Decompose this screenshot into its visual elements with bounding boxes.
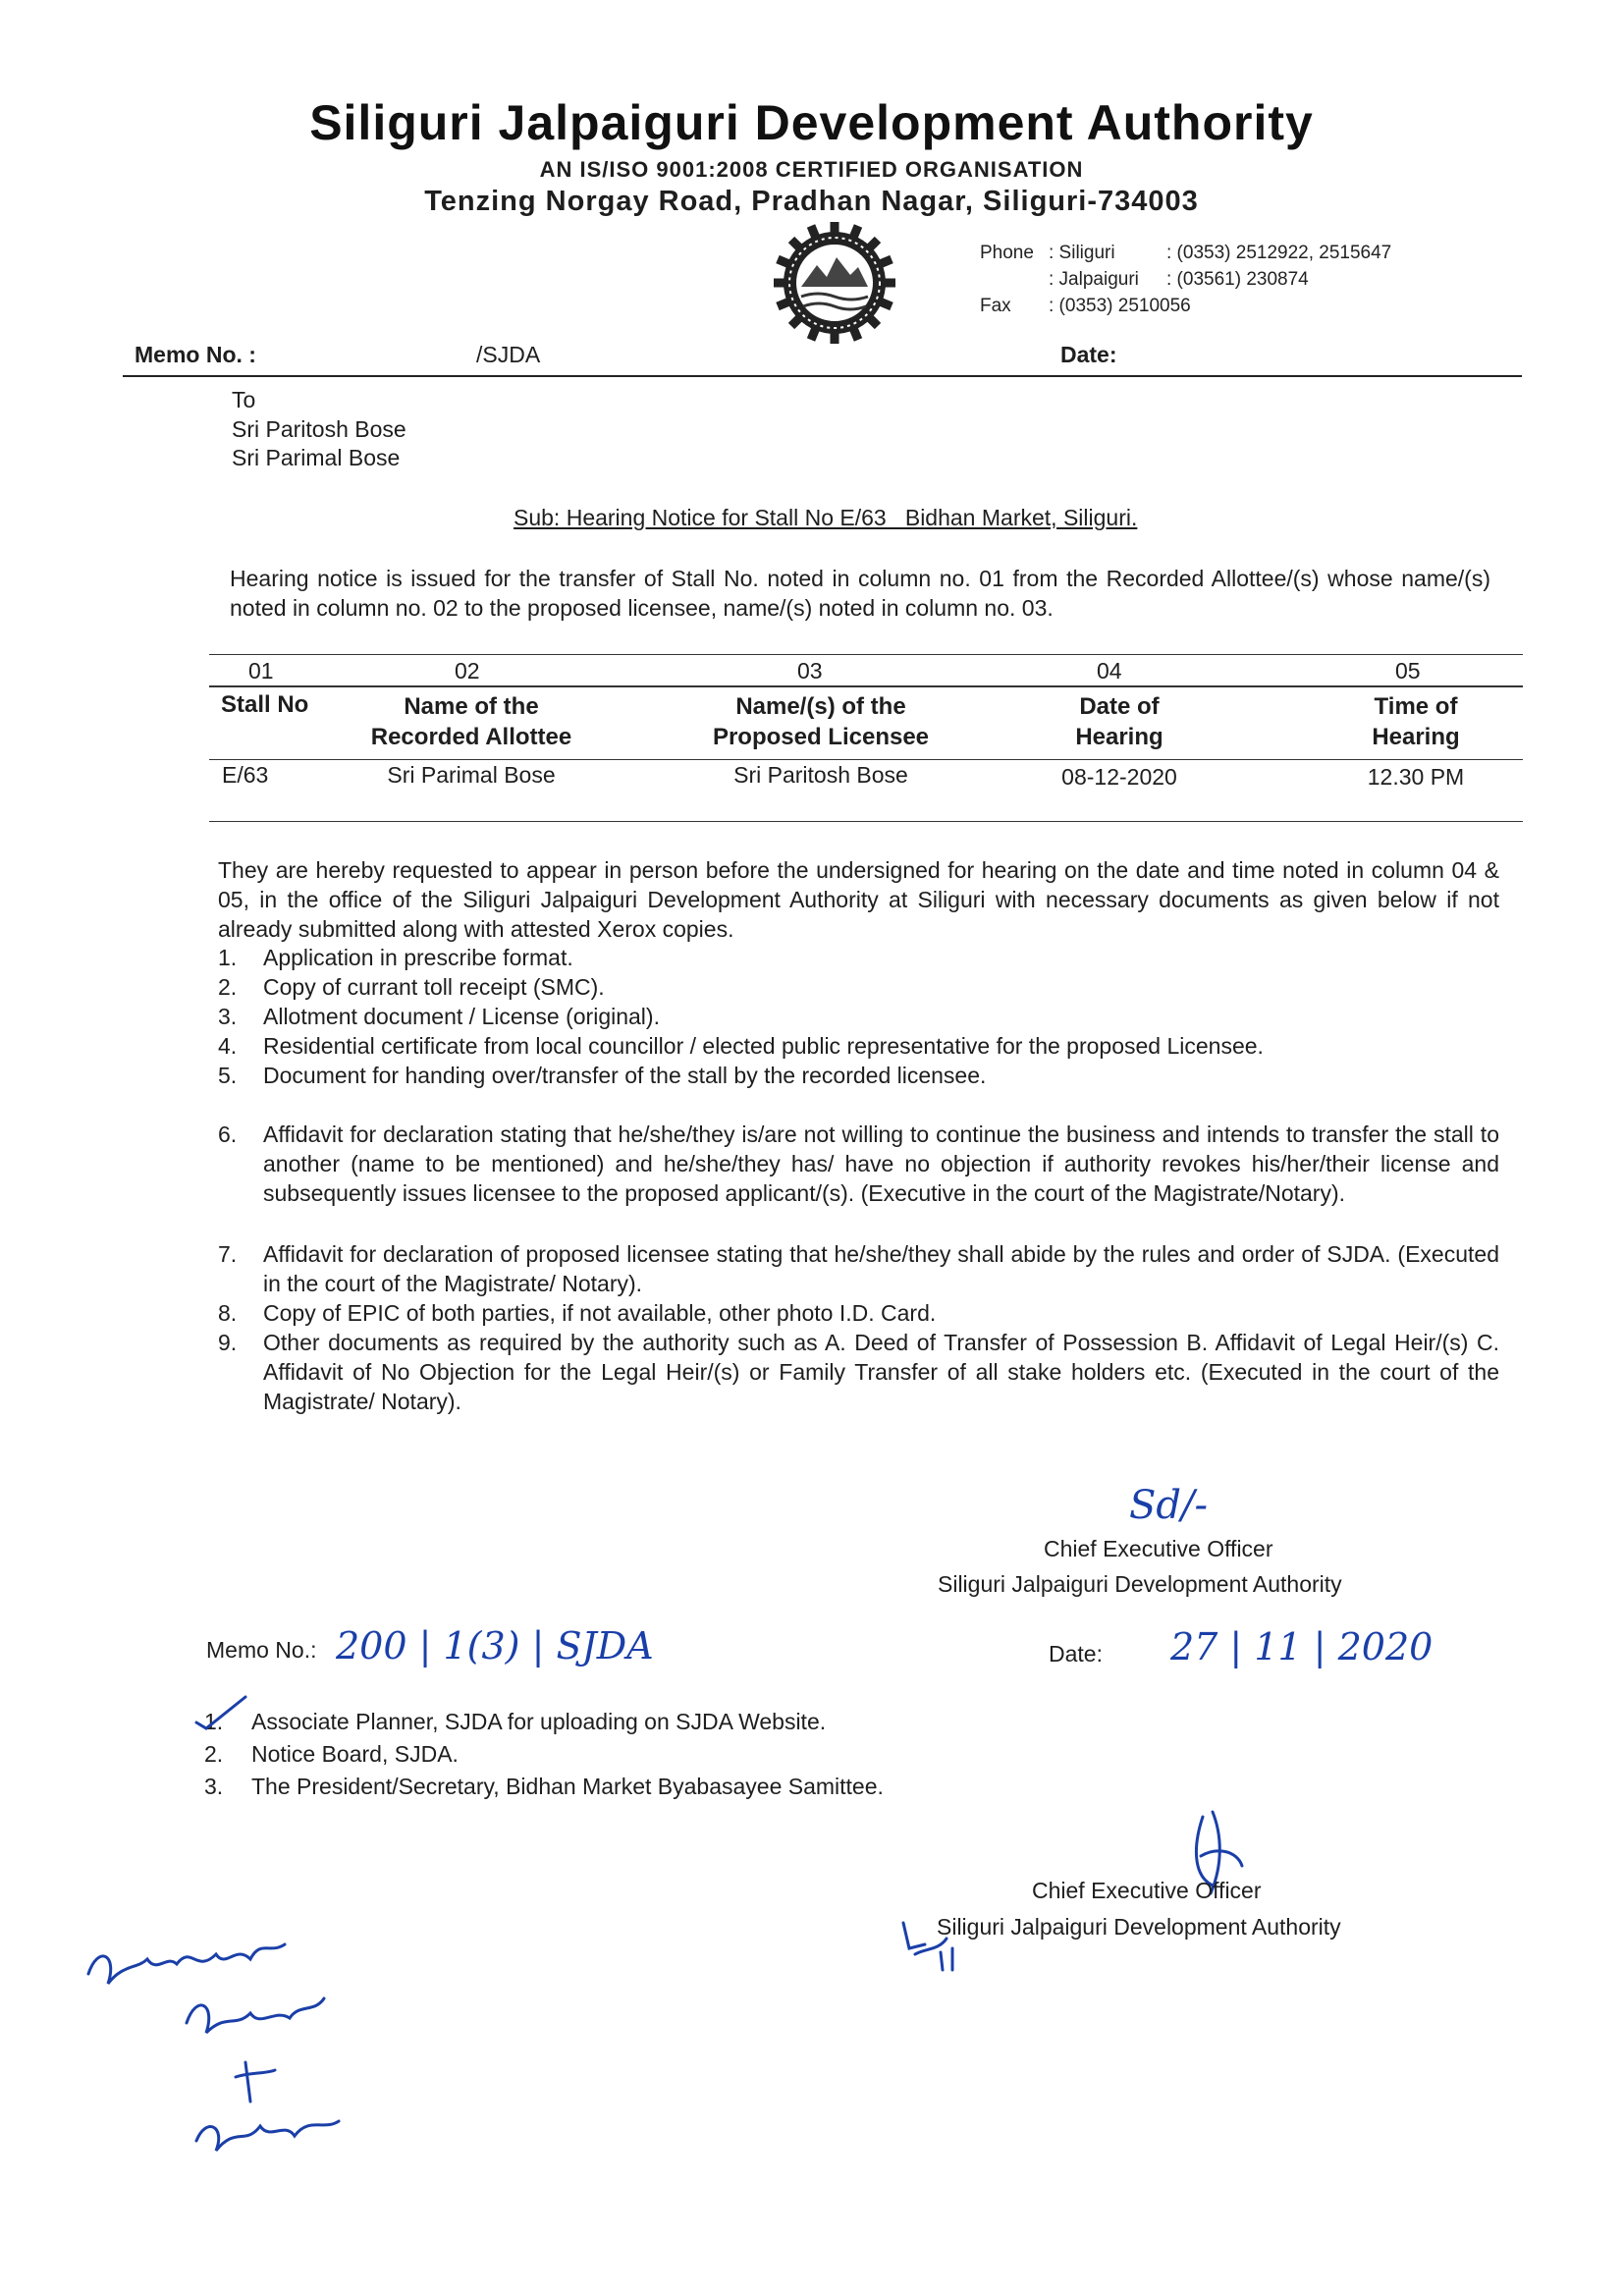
table-cell-recorded-allottee: Sri Parimal Bose [387, 762, 556, 788]
header-time-of-hearing [1337, 691, 1494, 752]
header-proposed-licensee-line1: Name/(s) of the [735, 693, 906, 720]
table-cell-date-of-hearing: 08-12-2020 [1061, 764, 1177, 790]
header-proposed-licensee-line2: Proposed Licensee [712, 724, 930, 750]
header-recorded-allottee [353, 691, 589, 752]
list-item: 2. Notice Board, SJDA. [204, 1741, 459, 1767]
intro-paragraph: Hearing notice is issued for the transfer of Stall No. noted in column no. 01 from the Recorded Allottee/(s) whose name/(s) noted in column no. 02 to the proposed licensee, name/(s) noted in column no. 03. [230, 566, 1490, 621]
initial-scribble-icon [895, 1909, 964, 1983]
jalpaiguri-phone: : (03561) 230874 [1166, 269, 1309, 290]
recipient-name-1: Sri Paritosh Bose [232, 416, 406, 442]
table-cell-stall-no: E/63 [222, 762, 269, 788]
table-header-rule [209, 759, 1523, 760]
col-number-05: 05 [1395, 658, 1421, 683]
siliguri-phone: : (0353) 2512922, 2515647 [1166, 243, 1392, 263]
certification-line: AN IS/ISO 9001:2008 CERTIFIED ORGANISATION [539, 157, 1084, 182]
signature2-organisation: Siliguri Jalpaiguri Development Authority [937, 1914, 1341, 1940]
memo2-date-label: Date: [1049, 1641, 1103, 1667]
col-number-02: 02 [455, 658, 480, 683]
list-item: 1. Application in prescribe format. [218, 945, 573, 970]
fax-label: Fax [980, 296, 1011, 316]
header-time-of-hearing-line1: Time of [1374, 693, 1458, 720]
header-time-of-hearing-line2: Hearing [1372, 724, 1460, 750]
signature1-designation: Chief Executive Officer [1044, 1536, 1273, 1561]
recipient-name-2: Sri Parimal Bose [232, 445, 401, 470]
recipient-to: To [232, 387, 256, 412]
date-label: Date: [1060, 342, 1117, 367]
table-cell-proposed-licensee: Sri Paritosh Bose [733, 762, 908, 788]
list-item: 2. Copy of currant toll receipt (SMC). [218, 974, 605, 1000]
memo2-handwritten-number: 200 | 1(3) | SJDA [336, 1624, 654, 1667]
address-line: Tenzing Norgay Road, Pradhan Nagar, Siliguri-734003 [424, 186, 1199, 217]
sjda-emblem-icon [772, 218, 897, 348]
handwritten-note-icon [79, 1915, 412, 2175]
tick-mark-icon [192, 1693, 251, 1737]
list-item: 7. Affidavit for declaration of proposed licensee stating that he/she/they shall abide by the rules and order of SJDA. (Executed in the court of the Magistrate/ Notary). [218, 1241, 1499, 1296]
list-item: 6. Affidavit for declaration stating that he/she/they is/are not willing to continue the business and intends to transfer the stall to another (name to be mentioned) and he/she/they has/ have no objection if authority revokes his/her/their license and subsequently issues licensee to the proposed applicant/(s). (Executive in the court of the Magistrate/Notary). [218, 1121, 1499, 1206]
header-date-of-hearing-line2: Hearing [1075, 724, 1163, 750]
col-number-01: 01 [248, 658, 274, 683]
list-item: 4. Residential certificate from local councillor / elected public representative for the proposed Licensee. [218, 1033, 1264, 1059]
table-top-rule [209, 654, 1523, 655]
list-item: 5. Document for handing over/transfer of the stall by the recorded licensee. [218, 1063, 987, 1088]
table-numbers-rule [209, 685, 1523, 687]
header-divider [123, 375, 1522, 377]
header-recorded-allottee-line1: Name of the [404, 693, 539, 720]
siliguri-label: : Siliguri [1049, 243, 1115, 263]
signature-initials: Sd/- [1129, 1483, 1208, 1528]
document-list [218, 943, 1499, 1416]
phone-label: Phone [980, 243, 1034, 263]
signature2-designation: Chief Executive Officer [1032, 1878, 1262, 1903]
col-number-04: 04 [1097, 658, 1122, 683]
memo2-handwritten-date: 27 | 11 | 2020 [1170, 1625, 1434, 1668]
header-date-of-hearing [1041, 691, 1198, 752]
table-cell-time-of-hearing: 12.30 PM [1367, 764, 1465, 790]
list-item: 8. Copy of EPIC of both parties, if not available, other photo I.D. Card. [218, 1300, 937, 1326]
subject-line: Sub: Hearing Notice for Stall No E/63 Bidhan Market, Siliguri. [514, 505, 1138, 530]
header-stall-no: Stall No [221, 691, 309, 718]
contact-block [980, 240, 1391, 319]
table-bottom-rule [209, 821, 1523, 822]
copy-list [204, 1706, 1088, 1803]
memo-suffix: /SJDA [476, 342, 541, 367]
request-paragraph: They are hereby requested to appear in person before the undersigned for hearing on the date and time noted in column 04 & 05, in the office of the Siliguri Jalpaiguri Development Authority at Siliguri with necessary documents as given below if not already submitted along with attested Xerox copies. [218, 857, 1499, 942]
list-item: 3. Allotment document / License (original). [218, 1004, 660, 1029]
header-proposed-licensee [687, 691, 954, 752]
col-number-03: 03 [797, 658, 823, 683]
jalpaiguri-label: : Jalpaiguri [1049, 269, 1139, 290]
memo-label: Memo No. : [135, 342, 256, 367]
fax-number: : (0353) 2510056 [1049, 296, 1191, 316]
signature1-organisation: Siliguri Jalpaiguri Development Authority [938, 1571, 1342, 1597]
list-item: 1. Associate Planner, SJDA for uploading on SJDA Website. [204, 1709, 827, 1734]
organisation-title: Siliguri Jalpaiguri Development Authority [309, 95, 1314, 150]
memo2-label: Memo No.: [206, 1637, 317, 1663]
header-date-of-hearing-line1: Date of [1079, 693, 1160, 720]
list-item: 3. The President/Secretary, Bidhan Market Byabasayee Samittee. [204, 1774, 884, 1799]
list-item: 9. Other documents as required by the authority such as A. Deed of Transfer of Possession B. Affidavit of Legal Heir/(s) C. Affidavit of No Objection for the Legal Heir/(s) or Family Transfer of all stake holders etc. (Executed in the court of the Magistrate/ Notary). [218, 1330, 1499, 1414]
header-recorded-allottee-line2: Recorded Allottee [370, 724, 572, 750]
